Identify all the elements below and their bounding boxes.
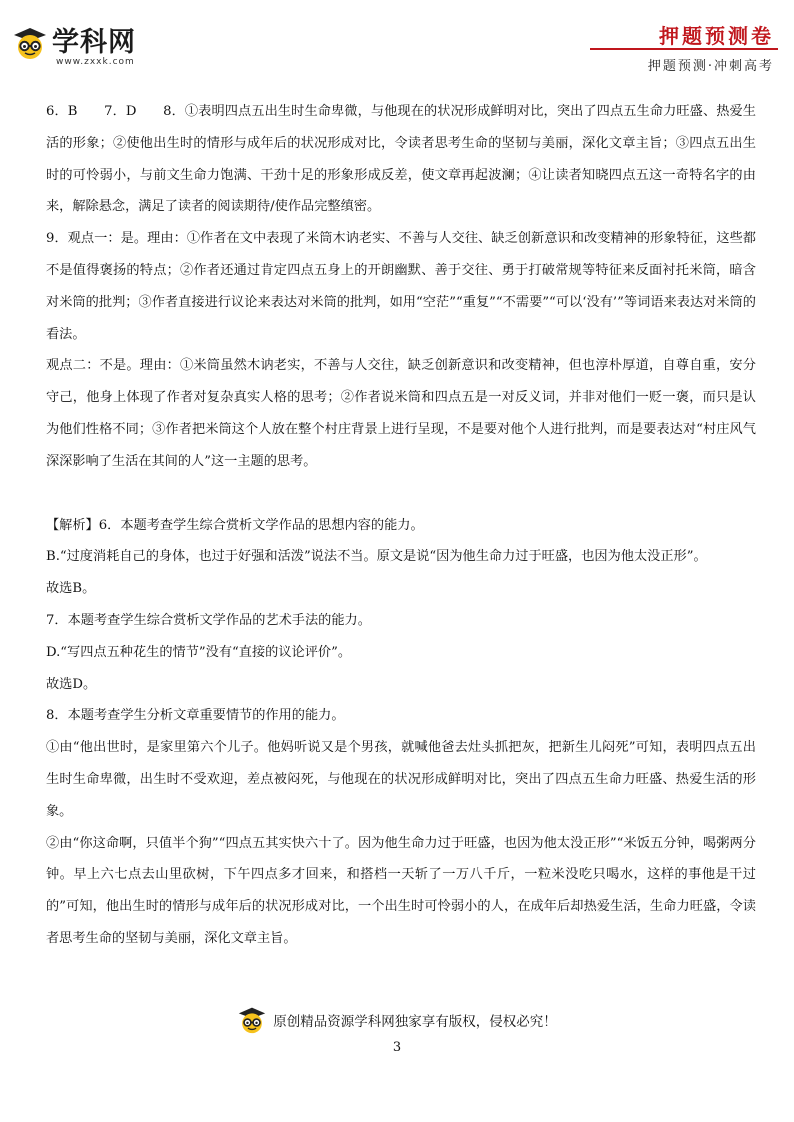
analysis-8-point-2: ②由“你这命啊，只值半个狗”“四点五其实快六十了。因为他生命力过于旺盛，也因为他太没正形”“米饭五分钟，喝粥两分钟。早上六七点去山里砍树，下午四点多才回来，和搭档一天斩了一万八千斤，一粒米没吃只喝水，这样的事他是干过的”可知，他出生时的情形与成年后的状况形成对比，一个出生时可怜弱小的人，在成年后却热爱生活，生命力旺盛，令读者思考生命的坚韧与美丽，深化文章主旨。 xyxy=(46,835,756,946)
analysis-heading-7: 7．本题考查学生综合赏析文学作品的艺术手法的能力。 xyxy=(46,612,371,628)
analysis-6-choice: 故选B。 xyxy=(46,581,96,597)
answer-9-view-1: 9．观点一：是。理由：①作者在文中表现了米筒木讷老实、不善与人交往、缺乏创新意识和改变精神的形象特征，这些都不是值得褒扬的特点；②作者还通过肯定四点五身上的开朗幽默、善于交往、勇于打破常规等特征来反面衬托米筒，暗含对米筒的批判；③作者直接进行议论来表达对米筒的批判，如用“空茫”“重复”“不需要”“可以‘没有’”等词语来表达对米筒的看法。 xyxy=(46,231,756,342)
answer-9-view-2: 观点二：不是。理由：①米筒虽然木讷老实，不善与人交往，缺乏创新意识和改变精神，但也淳朴厚道，自尊自重，安分守己，他身上体现了作者对复杂真实人格的思考；②作者说米筒和四点五是一对反义词，并非对他们一贬一褒，而只是认为他们性格不同；③作者把米筒这个人放在整个村庄背景上进行呈现，不是要对他个人进行批判，而是要表达对“村庄风气深深影响了生活在其间的人”这一主题的思考。 xyxy=(46,358,756,469)
page-footer xyxy=(0,1006,794,1038)
analysis-7-d: D.“写四点五种花生的情节”没有“直接的议论评价”。 xyxy=(46,644,352,660)
brand-divider xyxy=(590,48,778,50)
logo-url: www.zxxk.com xyxy=(56,57,135,67)
page-header xyxy=(0,0,794,86)
document-body xyxy=(46,96,756,955)
brand-title: 押题预测卷 xyxy=(659,24,774,48)
brand-subtitle: 押题预测·冲刺高考 xyxy=(647,59,774,74)
copyright-notice xyxy=(237,1006,557,1034)
mascot-face-icon xyxy=(237,1006,267,1034)
mascot-face-icon xyxy=(12,26,48,60)
analysis-heading-8: 8．本题考查学生分析文章重要情节的作用的能力。 xyxy=(46,708,345,724)
logo-title: 学科网 xyxy=(52,27,136,58)
copyright-text: 原创精品资源学科网独家享有版权，侵权必究！ xyxy=(273,1014,557,1030)
analysis-8-point-1: ①由“他出世时，是家里第六个儿子。他妈听说又是个男孩，就喊他爸去灶头抓把灰，把新生儿闷死”可知，表明四点五出生时生命卑微，出生时不受欢迎，差点被闷死，与他现在的状况形成鲜明对比，突出了四点五生命力旺盛、热爱生活的形象。 xyxy=(46,740,756,819)
analysis-6-b: B.“过度消耗自己的身体，也过于好强和活泼”说法不当。原文是说“因为他生命力过于旺盛，也因为他太没正形”。 xyxy=(46,549,707,565)
answer-6-8: 6．B 7．D 8．①表明四点五出生时生命卑微，与他现在的状况形成鲜明对比，突出了四点五生命力旺盛、热爱生活的形象；②使他出生时的情形与成年后的状况形成对比，令读者思考生命的坚韧与美丽，深化文章主旨；③四点五出生时的可怜弱小，与前文生命力饱满、干劲十足的形象形成反差，使文章再起波澜；④让读者知晓四点五这一奇特名字的由来，解除悬念，满足了读者的阅读期待/使作品完整缜密。 xyxy=(46,104,756,215)
analysis-7-choice: 故选D。 xyxy=(46,676,97,692)
page-number: 3 xyxy=(392,1040,402,1055)
analysis-heading-6: 【解析】6．本题考查学生综合赏析文学作品的思想内容的能力。 xyxy=(46,517,424,533)
paragraph-gap xyxy=(46,478,756,510)
